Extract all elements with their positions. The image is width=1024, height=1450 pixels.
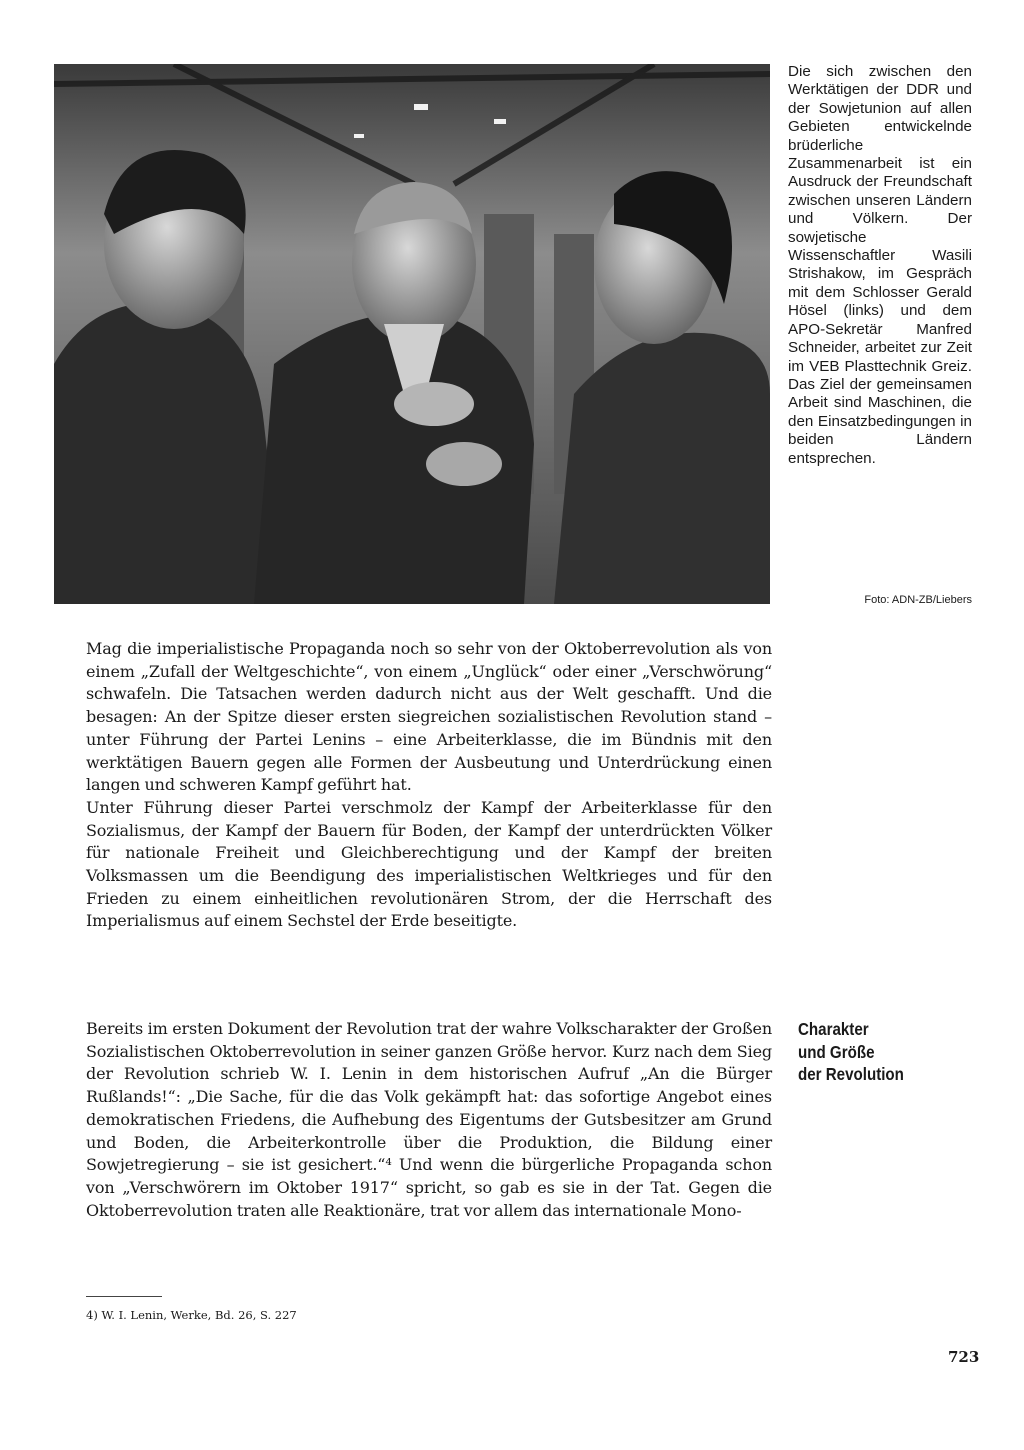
photo-caption: Die sich zwischen den Werktätigen der DDR und der Sowjetunion auf allen Gebieten entwickelnde brüderliche Zusammenarbeit ist ein Ausdruck der Freundschaft zwischen unseren Ländern und Völkern. Der sowjetische Wissenschaftler Wasili Strishakow, im Gespräch mit dem Schlosser Gerald Hösel (links) und dem APO-Sekretär Manfred Schneider, arbeitet zur Zeit im VEB Plasttechnik Greiz. Das Ziel der gemeinsamen Arbeit sind Maschinen, die den Einsatzbedingungen in beiden Ländern entsprechen. (788, 63, 972, 467)
paragraph-2: Unter Führung dieser Partei verschmolz der Kampf der Arbeiterklasse für den Sozialismus, der Kampf der Bauern für Boden, der Kampf der unterdrückten Völker für nationale Freiheit und Gleichberechtigung und der Kampf der breiten Volksmassen um die Beendigung des imperialistischen Weltkrieges und für den Frieden zu einem einheitlichen revolutionären Strom, der die Herrschaft des Imperialismus auf einem Sechstel der Erde beseitigte. (86, 797, 772, 931)
marginal-heading (798, 1018, 961, 1086)
body-section-2 (86, 1018, 772, 1222)
photo-credit: Foto: ADN-ZB/Liebers (864, 594, 972, 606)
marginal-heading-line-2: und Größe (798, 1041, 875, 1062)
paragraph-3: Bereits im ersten Dokument der Revolution trat der wahre Volkscharakter der Großen Sozialistischen Oktoberrevolution in seiner ganzen Größe hervor. Kurz nach dem Sieg der Revolution schrieb W. I. Lenin in dem historischen Aufruf „An die Bürger Rußlands!“: „Die Sache, für die das Volk gekämpft hat: das sofortige Angebot eines demokratischen Friedens, die Aufhebung des Eigentums der Gutsbesitzer am Grund und Boden, die Arbeiterkontrolle über die Produktion, die Bildung einer Sowjetregierung – sie ist gesichert.“⁴ Und wenn die bürgerliche Propaganda schon von „Verschwörern im Oktober 1917“ spricht, so gab es sie in der Tat. Gegen die Oktoberrevolution traten alle Reaktionäre, trat vor allem das internationale Mono- (86, 1019, 772, 1220)
footnote: 4) W. I. Lenin, Werke, Bd. 26, S. 227 (86, 1308, 297, 1322)
marginal-heading-line-3: der Revolution (798, 1064, 904, 1085)
page-number: 723 (948, 1348, 980, 1366)
marginal-heading-line-1: Charakter (798, 1019, 869, 1039)
body-section-1 (86, 638, 772, 933)
paragraph-1: Mag die imperialistische Propaganda noch so sehr von der Oktoberrevolution als von einem „Zufall der Weltgeschichte“, von einem „Unglück“ oder einer „Verschwörung“ schwafeln. Die Tatsachen werden dadurch nicht aus der Welt geschafft. Und die besagen: An der Spitze dieser ersten siegreichen sozialistischen Revolution stand – unter Führung der Partei Lenins – eine Arbeiterklasse, die im Bündnis mit den werktätigen Bauern gegen alle Formen der Ausbeutung und Unterdrückung einen langen und schweren Kampf geführt hat. (86, 639, 772, 795)
footnote-divider (86, 1296, 162, 1297)
factory-photo (54, 64, 770, 604)
